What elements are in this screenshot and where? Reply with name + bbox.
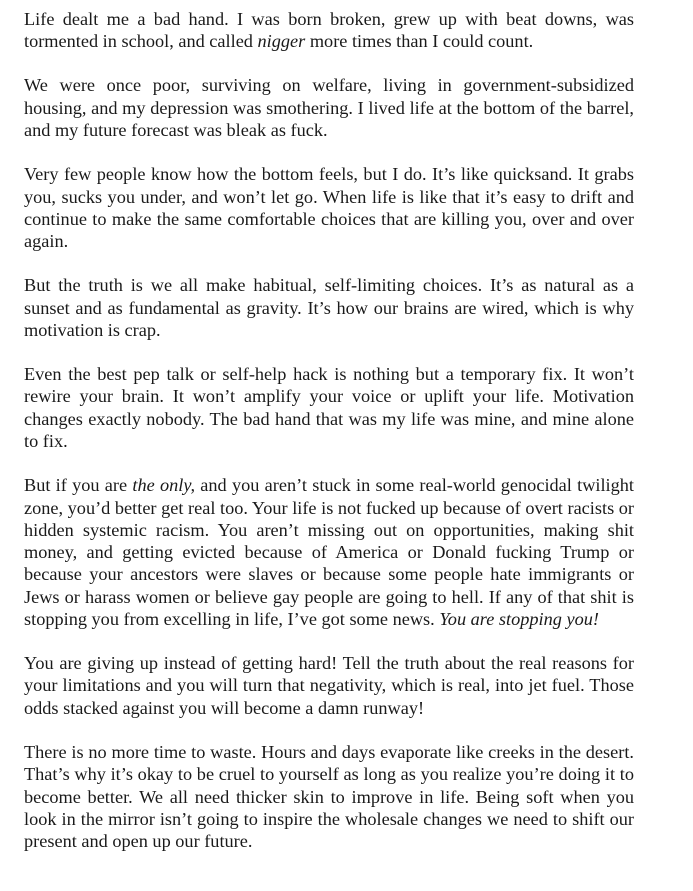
paragraph-6-italic-2: You are stopping you! (439, 608, 599, 629)
paragraph-8 (24, 741, 634, 852)
paragraph-8-text: There is no more time to waste. Hours and days evaporate like creeks in the desert. That’s why it’s okay to be cruel to yourself as long as you realize you’re doing it to become better. We all need thicker skin to improve in life. Being soft when you look in the mirror isn’t going to inspire the wholesale changes we need to shift our present and open up our future. (24, 741, 634, 852)
paragraph-6-text-1: But if you are (24, 475, 133, 496)
paragraph-2 (24, 74, 634, 141)
paragraph-5-text: Even the best pep talk or self-help hack is nothing but a temporary fix. It won’t rewire your brain. It won’t amplify your voice or uplift your life. Motivation changes exactly nobody. The bad hand that was my life was mine, and mine alone to fix. (24, 364, 634, 452)
paragraph-2-text: We were once poor, surviving on welfare, living in government-subsidized housing, and my depression was smothering. I lived life at the bottom of the barrel, and my future forecast was bleak as fuck. (24, 75, 634, 141)
paragraph-7-text: You are giving up instead of getting hard! Tell the truth about the real reasons for your limitations and you will turn that negativity, which is real, into jet fuel. Those odds stacked against you will become a damn runway! (24, 653, 634, 718)
paragraph-5 (24, 363, 634, 452)
paragraph-1-text-1: Life dealt me a bad hand. I was born broken, grew up with beat downs, was tormented in school, and called (24, 9, 634, 52)
paragraph-6-text-2: and you aren’t stuck in some real-world genocidal twilight zone, you’d better get real too. Your life is not fucked up because of overt racists or hidden systemic racism. You aren’t missing out on opportunities, making shit money, and getting evicted because of America or Donald fucking Trump or because your ancestors were slaves or because some people hate immigrants or Jews or harass women or believe gay people are going to hell. If any of that shit is stopping you from excelling in life, I’ve got some news. (24, 475, 634, 629)
paragraph-1-text-2: more times than I could count. (305, 31, 534, 52)
paragraph-7 (24, 652, 634, 719)
paragraph-4-text: But the truth is we all make habitual, self-limiting choices. It’s as natural as a sunset and as fundamental as gravity. It’s how our brains are wired, which is why motivation is crap. (24, 275, 634, 340)
paragraph-1 (24, 8, 634, 53)
paragraph-6-italic-1: the only, (132, 475, 196, 496)
paragraph-3 (24, 163, 634, 252)
paragraph-1-italic-1: nigger (257, 31, 306, 52)
paragraph-6 (24, 474, 634, 630)
paragraph-4 (24, 274, 634, 341)
paragraph-3-text: Very few people know how the bottom feels, but I do. It’s like quicksand. It grabs you, sucks you under, and won’t let go. When life is like that it’s easy to drift and continue to make the same comfortable choices that are killing you, over and over again. (24, 164, 634, 252)
